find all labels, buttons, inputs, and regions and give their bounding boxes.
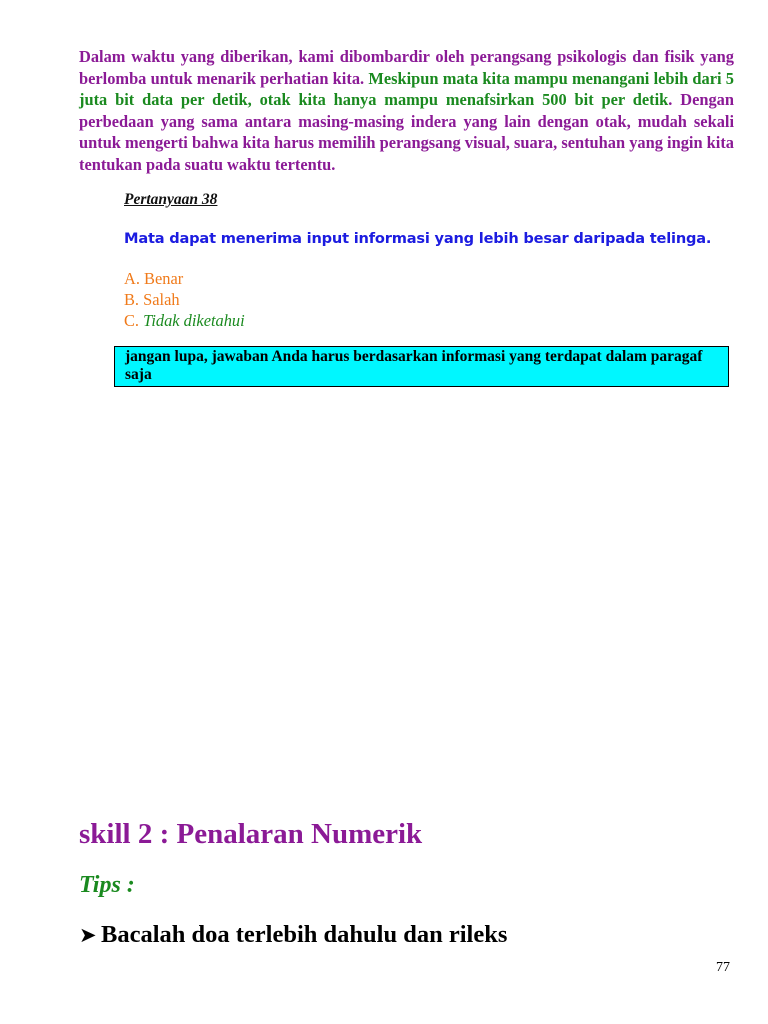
section-title: skill 2 : Penalaran Numerik (79, 818, 423, 850)
passage-part-2: Meskipun mata kita mampu menangani lebih dari 5 juta bit data per detik, otak kita hanya mampu menafsirkan 500 bit per detik (79, 68, 734, 109)
question-text: Mata dapat menerima input informasi yang lebih besar daripada telinga. (124, 230, 712, 247)
tip-bullet-text: Bacalah doa terlebih dahulu dan rileks (101, 921, 508, 948)
option-b (124, 289, 724, 310)
option-c-letter: C. (124, 311, 140, 330)
note-box: jangan lupa, jawaban Anda harus berdasarkan informasi yang terdapat dalam paragaf saja (114, 346, 729, 387)
option-a-letter: A. (124, 269, 140, 288)
passage-paragraph (79, 46, 734, 175)
option-b-letter: B. (124, 290, 140, 309)
tip-bullet (79, 917, 507, 953)
arrow-bullet-icon: ➤ (79, 923, 97, 947)
answer-options (124, 268, 724, 331)
option-c (124, 310, 724, 331)
option-c-text: Tidak diketahui (143, 311, 245, 330)
passage-part-1: Dalam waktu yang diberikan, kami dibombardir oleh perangsang psikologis dan fisik yang berlomba untuk menarik perhatian kita. (79, 47, 734, 88)
question-block (124, 190, 724, 331)
passage-part-3: . Dengan perbedaan yang sama antara masing-masing indera yang lain dengan otak, mudah sekali untuk mengerti bahwa kita harus memilih perangsang visual, suara, sentuhan yang ingin kita tentukan pada suatu waktu tertentu. (79, 90, 734, 174)
question-label: Pertanyaan 38 (124, 191, 218, 208)
option-a (124, 268, 724, 289)
option-b-text: Salah (143, 290, 180, 309)
page-number: 77 (716, 960, 730, 975)
tips-label: Tips : (79, 872, 135, 898)
option-a-text: Benar (144, 269, 184, 288)
